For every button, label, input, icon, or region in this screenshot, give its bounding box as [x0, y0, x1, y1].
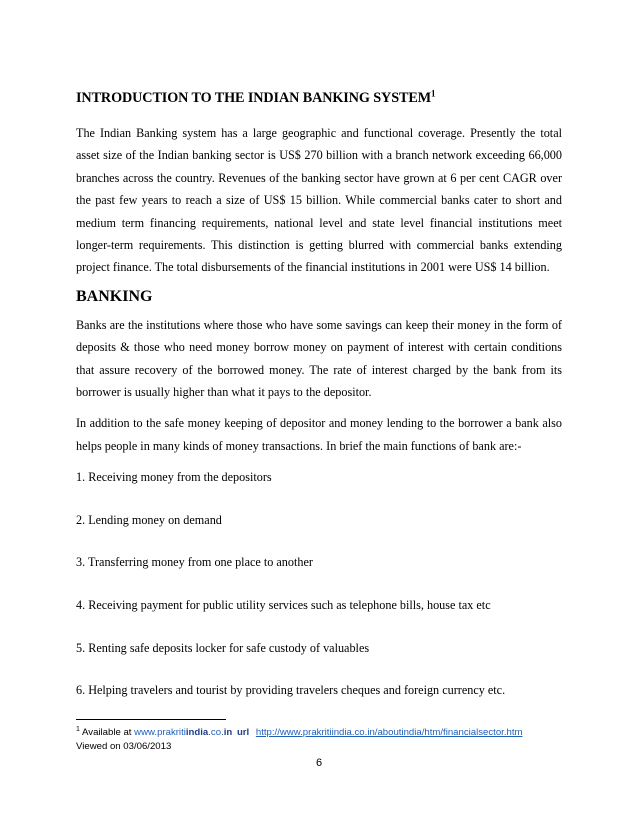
footnote-site-link[interactable] — [134, 727, 232, 738]
footnote-url-link[interactable]: http://www.prakritiindia.co.in/aboutindia/htm/financialsector.htm — [255, 727, 523, 738]
footnote — [76, 726, 596, 754]
function-item-4: 4. Receiving payment for public utility services such as telephone bills, house tax etc — [76, 598, 491, 613]
footnote-prefix: Available at — [82, 727, 132, 738]
function-item-2: 2. Lending money on demand — [76, 512, 222, 527]
site-part-3: .co. — [208, 727, 224, 738]
site-part-4: in — [223, 727, 233, 738]
page-body — [76, 90, 562, 722]
footnote-line-1 — [76, 726, 596, 740]
function-item-5: 5. Renting safe deposits locker for safe custody of valuables — [76, 640, 370, 655]
function-item-3: 3. Transferring money from one place to another — [76, 555, 313, 570]
site-part-2: india — [185, 727, 209, 738]
banking-paragraph-1: Banks are the institutions where those who have some savings can keep their money in the form of deposits & those who need money borrow money on payment of interest with certain conditions that assure recovery of the borrowed money. The rate of interest charged by the bank from its borrower is usually higher than what it pays to the depositor. — [76, 317, 562, 400]
footnote-url-label: url — [236, 727, 250, 738]
footnote-reference[interactable]: 1 — [431, 88, 436, 99]
banking-paragraph-2: In addition to the safe money keeping of depositor and money lending to the borrower a bank also helps people in many kinds of money transactions. In brief the main functions of bank are:- — [76, 416, 562, 453]
page-number: 6 — [315, 757, 323, 769]
function-item-6: 6. Helping travelers and tourist by providing travelers cheques and foreign currency etc. — [76, 683, 506, 698]
footnote-viewed-date: Viewed on 03/06/2013 — [76, 741, 172, 752]
footnote-number: 1 — [76, 725, 80, 733]
site-part-1: www.prakriti — [134, 727, 186, 738]
footnote-divider — [76, 719, 226, 720]
function-item-1: 1. Receiving money from the depositors — [76, 470, 272, 485]
intro-paragraph: The Indian Banking system has a large geographic and functional coverage. Presently the total asset size of the Indian banking sector is US$ 270 billion with a branch network exceeding 66,000 branches across the country. Revenues of the banking sector have grown at 6 per cent CAGR over the past few years to reach a size of US$ 15 billion. While commercial banks cater to short and medium term financing requirements, national level and state level financial institutions meet longer-term requirements. This distinction is getting blurred with commercial banks extending project finance. The total disbursements of the financial institutions in 2001 were US$ 14 billion. — [76, 126, 562, 275]
section-heading-banking: BANKING — [76, 287, 153, 305]
title-text: INTRODUCTION TO THE INDIAN BANKING SYSTEM — [76, 90, 431, 106]
page-title — [76, 90, 562, 107]
